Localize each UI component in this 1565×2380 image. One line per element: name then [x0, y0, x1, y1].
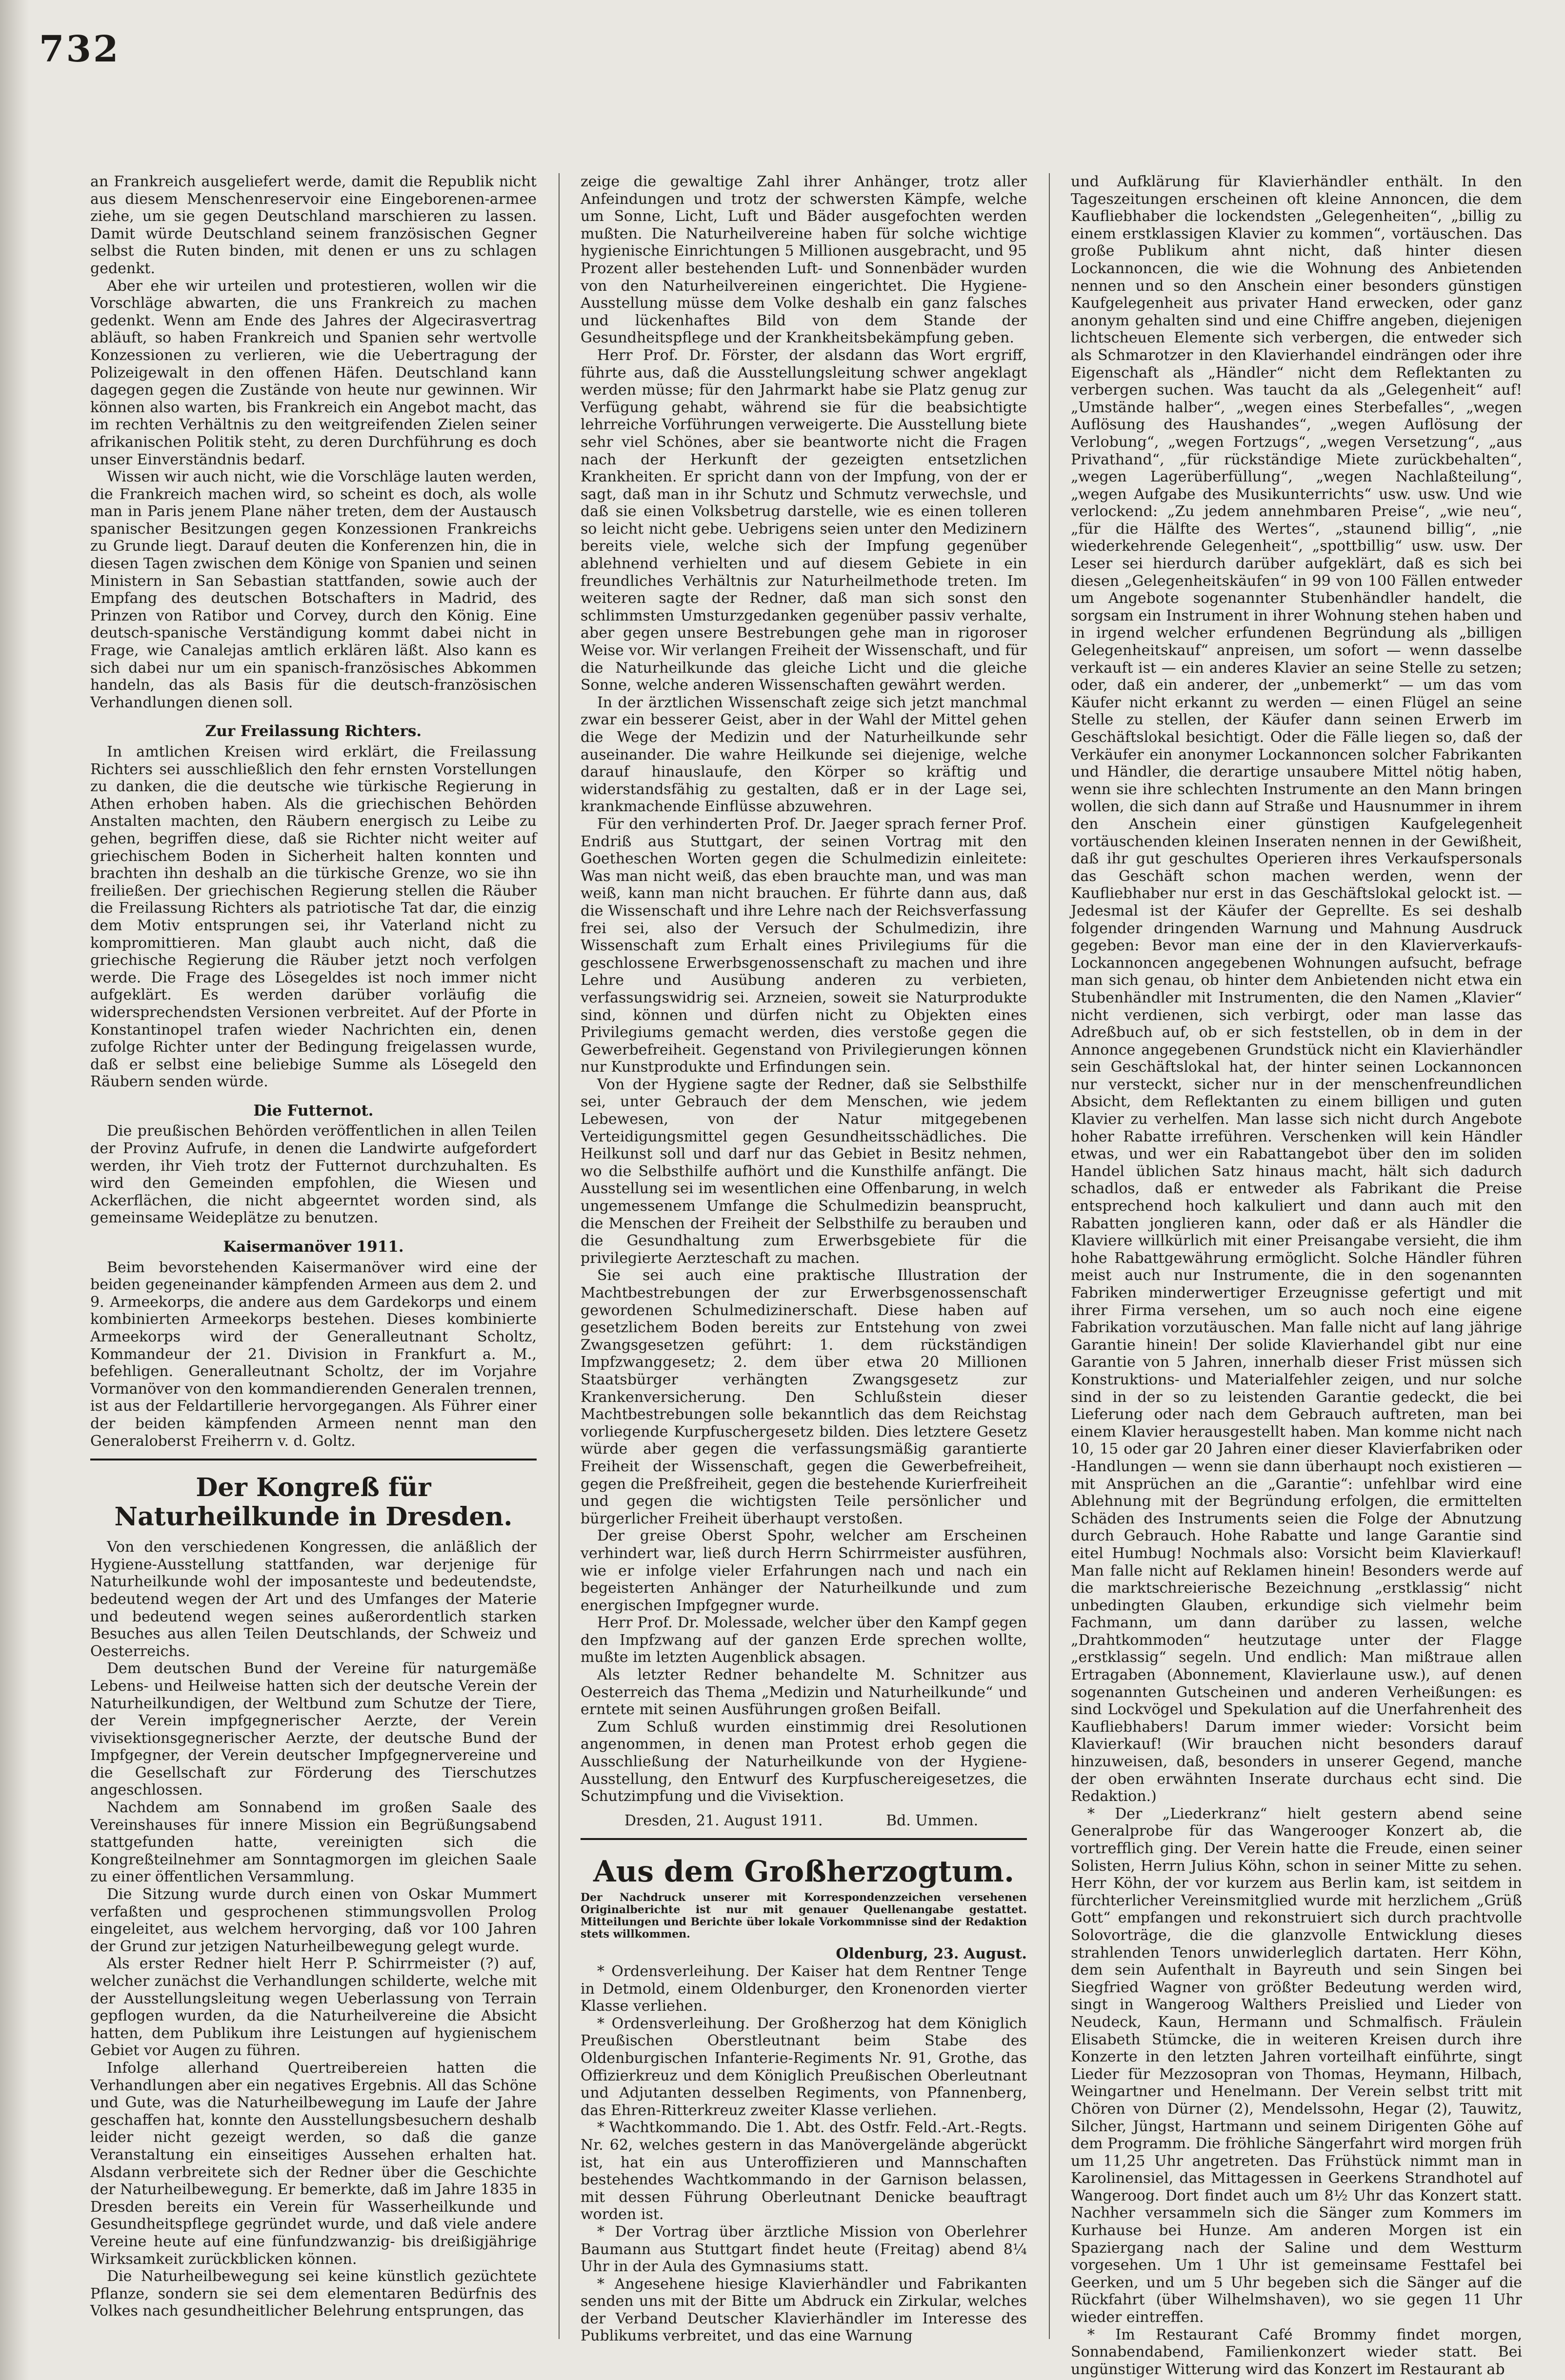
divider: [90, 1459, 537, 1460]
news-item: * Der „Liederkranz“ hielt gestern abend seine Generalprobe für das Wangerooger Konzert ab, die vortrefflich ging. Der Verein hatte die Freude, einen seiner Solisten, Herrn Julius Köhn, schon in seiner Mitte zu sehen. Herr Köhn, der vor kurzem aus Berlin kam, ist seitdem in fürchterlicher Vereinsmitglied wurde mit herzlichem „Grüß Gott“ empfangen und rekonstruiert sich durch prachtvolle Solovorträge, die die glanzvolle Entwicklung dieses strahlenden Tenors unwiderleglich dartaten. Herr Köhn, dem sein Aufenthalt in Bayreuth und sein Singen bei Siegfried Wagner von größter Bedeutung werden wird, singt in Wangeroog Walthers Preislied und Lieder von Neudeck, Kaun, Hermann und Schmalfisch. Fräulein Elisabeth Stümcke, die in weiteren Kreisen durch ihre Konzerte in den letzten Jahren vorteilhaft einführte, singt Lieder für Mezzosopran von Thomas, Heymann, Hilbach, Weingartner und Henelmann. Der Verein selbst tritt mit Chören von Dürner (2), Mendelssohn, Hegar (2), Tauwitz, Silcher, Jüngst, Hartmann und seinem Dirigenten Göhe auf dem Programm. Die fröhliche Sängerfahrt wird morgen früh um 11,25 Uhr angetreten. Das Frühstück nimmt man in Karolinensiel, das Mittagessen in Geerkens Strandhotel auf Wangeroog. Dort findet auch um 8½ Uhr das Konzert statt. Nachher versammeln sich die Sänger zum Kommers im Kurhause bei Hunze. Am anderen Morgen ist ein Spaziergang nach der Saline und dem Westturm vorgesehen. Um 1 Uhr ist gemeinsame Festtafel bei Geerken, und um 5 Uhr begeben sich die Sänger auf die Rückfahrt (über Wilhelmshaven), wo sie gegen 11 Uhr wieder eintreffen.: [1071, 1805, 1522, 2326]
reprint-note: Der Nachdruck unserer mit Korrespondenzzeichen versehenen Originalberichte ist nur mit genauer Quellenangabe gestattet. Mitteilungen und Berichte über lokale Vorkommnisse sind der Redaktion stets willkommen.: [581, 1891, 1027, 1941]
article-paragraph: Von der Hygiene sagte der Redner, daß sie Selbsthilfe sei, unter Gebrauch der dem Menschen, wie jedem Lebewesen, von der Natur mitgegebenen Verteidigungsmittel gegen Gesundheitsschädliches. Die Heilkunst soll und darf nur das Gebiet in Besitz nehmen, wo die Selbsthilfe aufhört und die Kunsthilfe anfängt. Die Ausstellung sei im wesentlichen eine Offenbarung, in welch ungemessenem Umfange die Schulmedizin beansprucht, die Menschen der Freiheit der Selbsthilfe zu berauben und die Gesundhaltung zum Erwerbsgebiete für die privilegierte Aerzteschaft zu machen.: [581, 1076, 1027, 1267]
article-paragraph: Beim bevorstehenden Kaisermanöver wird eine der beiden gegeneinander kämpfenden Armeen aus dem 2. und 9. Armeekorps, die andere aus dem Gardekorps und einem kombinierten Armeekorps bestehen. Dieses kombinierte Armeekorps wird der Generalleutnant Scholtz, Kommandeur der 21. Division in Frankfurt a. M., befehligen. Generalleutnant Scholtz, der im Vorjahre Vormanöver von den kommandierenden Generalen trennen, ist aus der Feldartillerie hervorgegangen. Als Führer einer der beiden kämpfenden Armeen nennt man den Generaloberst Freiherrn v. d. Goltz.: [90, 1259, 537, 1450]
article-paragraph: Zum Schluß wurden einstimmig drei Resolutionen angenommen, in denen man Protest erhob gegen die Ausschließung der Naturheilkunde von der Hygiene-Ausstellung, den Entwurf des Kurpfuschereigesetzes, die Schutzimpfung und die Vivisektion.: [581, 1718, 1027, 1805]
section-heading-kaisermanoever: Kaisermanöver 1911.: [223, 1238, 404, 1256]
article-paragraph: Wissen wir auch nicht, wie die Vorschläge lauten werden, die Frankreich machen wird, so scheint es doch, als wolle man in Paris jenem Plane näher treten, dem der Austausch spanischer Besitzungen gegen Konzessionen Frankreichs zu Grunde liegt. Darauf deuten die Konferenzen hin, die in diesen Tagen zwischen dem Könige von Spanien und seinen Ministern in San Sebastian stattfanden, sowie auch der Empfang des deutschen Botschafters in Madrid, des Prinzen von Ratibor und Corvey, durch den König. Eine deutsch-spanische Verständigung kommt dabei nicht in Frage, wie Canalejas amtlich erklären läßt. Also kann es sich dabei nur um ein spanisch-französisches Abkommen handeln, das als Basis für die deutsch-französischen Verhandlungen dienen soll.: [90, 468, 537, 711]
article-paragraph: und Aufklärung für Klavierhändler enthält. In den Tageszeitungen erscheinen oft kleine Annoncen, die dem Kaufliebhaber die lockendsten „Gelegenheiten“, „billig zu einem erstklassigen Klavier zu kommen“, vortäuschen. Das große Publikum ahnt nicht, daß hinter diesen Lockannoncen, die wie die Wohnung des Anbietenden nennen und so den Anschein einer besonders günstigen Kaufgelegenheit aus privater Hand erwecken, oder ganz anonym gehalten sind und eine Chiffre angeben, diejenigen lichtscheuen Elemente sich verbergen, die entweder sich als Schmarotzer in den Klavierhandel eindrängen oder ihre Eigenschaft als „Händler“ nicht dem Reflektanten zu verbergen suchen. Was taucht da als „Gelegenheit“ auf! „Umstände halber“, „wegen eines Sterbefalles“, „wegen Auflösung des Haushandes“, „wegen Auflösung der Verlobung“, „wegen Fortzugs“, „wegen Versetzung“, „aus Privathand“, „für rückständige Miete zurückbehalten“, „wegen Lagerüberfüllung“, „wegen Nachlaßteilung“, „wegen Aufgabe des Musikunterrichts“ usw. usw. Und wie verlockend: „Zu jedem annehmbaren Preise“, „wie neu“, „für die Hälfte des Wertes“, „staunend billig“, „nie wiederkehrende Gelegenheit“, „spottbillig“ usw. usw. Der Leser sei hierdurch darüber aufgeklärt, daß es sich bei diesen „Gelegenheitskäufen“ in 99 von 100 Fällen entweder um Angebote sogenannter Stubenhändler handelt, die sorgsam ein Instrument in ihrer Wohnung stehen haben und in irgend welcher erfundenen Begründung als „billigen Gelegenheitskauf“ anpreisen, um sofort — wenn dasselbe verkauft ist — ein anderes Klavier an seine Stelle zu setzen; oder, daß ein anderer, der „unbemerkt“ — um das vom Käufer nicht erkannt zu werden — einen Flügel an seine Stelle zu stellen, der Käufer dann seinen Erwerb im Geschäftslokal besichtigt. Oder die Fälle liegen so, daß der Verkäufer ein anonymer Lockannoncen solcher Fabrikanten und Händler, die derartige unsaubere Mittel nötig haben, wenn sie ihre schlechten Instrumente an den Mann bringen wollen, die sich dann auf Straße und Hausnummer in ihrem den Anschein einer günstigen Kaufgelegenheit vortäuschenden kleinen Inseraten nennen in der Gewißheit, daß ihr gut geschultes Operieren ihres Verkaufspersonals das Geschäft schon machen werden, wenn der Kaufliebhaber nur erst in das Geschäftslokal gelockt ist. — Jedesmal ist der Käufer der Geprellte. Es sei deshalb folgender dringenden Warnung und Mahnung Ausdruck gegeben: Bevor man eine der in den Klavierverkaufs-Lockannoncen angegebenen Wohnungen aufsucht, befrage man sich genau, ob hinter dem Anbietenden nicht etwa ein Stubenhändler mit Instrumenten, die den Namen „Klavier“ nicht verdienen, sich verbirgt, oder man lasse das Adreßbuch auf, ob er sich feststellen, ob in dem in der Annonce angegebenen Grundstück nicht ein Klavierhändler sein Geschäftslokal hat, der hinter seinen Lockannoncen nur versteckt, sicher nur in der menschenfreundlichen Absicht, dem Reflektanten zu einem billigen und guten Klavier zu verhelfen. Man lasse sich nicht durch Angebote hoher Rabatte irreführen. Verschenken will kein Händler etwas, und wer ein Rabattangebot über den im soliden Handel üblichen Satz hinaus macht, hält sich dadurch schadlos, daß er entweder als Fabrikant die Preise entsprechend hoch kalkuliert und dann auch mit den Rabatten jonglieren kann, oder daß er als Händler die Klaviere willkürlich mit einer Preisangabe versieht, die ihm hohe Rabattgewährung ermöglicht. Solche Händler führen meist auch nur Instrumente, die in den sogenannten Fabriken minderwertiger Erzeugnisse gefertigt und mit ihrer Firma versehen, um so auch noch eine eigene Fabrikation vorzutäuschen. Man falle nicht auf lang jährige Garantie hinein! Der solide Klavierhandel gibt nur eine Garantie von 5 Jahren, innerhalb dieser Frist müssen sich Konstruktions- und Materialfehler zeigen, und nur solche sind in der so zu leistenden Garantie gedeckt, die bei Lieferung oder nach dem Gebrauch auftreten, man bei einem Klavier herausgestellt haben. Man komme nicht nach 10, 15 oder gar 20 Jahren einer dieser Klavierfabriken oder -Handlungen — wenn sie dann überhaupt noch existieren — mit Ansprüchen an die „Garantie“: unfehlbar wird eine Ablehnung mit der Begründung erfolgen, die ermittelten Schäden des Instruments seien die Folge der Abnutzung durch Gebrauch. Hohe Rabatte und lange Garantie sind eitel Humbug! Nochmals also: Vorsicht beim Klavierkauf! Man falle nicht auf Reklamen hinein! Besonders werde auf die marktschreierische Bezeichnung „erstklassig“ nicht unbedingten Glauben, erkundige sich vielmehr beim Fachmann, um dann darüber zu lassen, welche „Drahtkommoden“ heutzutage unter der Flagge „erstklassig“ segeln. Und endlich: Man mißtraue allen Ertragaben (Abonnement, Klavierlaune usw.), auf denen sogenannten Gutscheinen und anderen Verheißungen: es sind Lockvögel und Spekulation auf die Unerfahrenheit des Kaufliebhabers! Darum immer wieder: Vorsicht beim Klavierkauf! (Wir brauchen nicht besonders darauf hinzuweisen, daß, besonders in unserer Gegend, manche der oben erwähnten Inserate durchaus echt sind. Die Redaktion.): [1071, 173, 1522, 1805]
article-paragraph: Sie sei auch eine praktische Illustration der Machtbestrebungen der zur Erwerbsgenossenschaft gewordenen Schulmedizinerschaft. Diese haben auf gesetzlichem Boden bereits zur Entstehung von zwei Zwangsgesetzen geführt: 1. dem rückständigen Impfzwanggesetz; 2. dem über etwa 20 Millionen Staatsbürger verhängten Zwangsgesetz zur Krankenversicherung. Den Schlußstein dieser Machtbestrebungen solle bekanntlich das dem Reichstag vorliegende Kurpfuschergesetz bilden. Dies letztere Gesetz würde aber gegen die verfassungsmäßig garantierte Freiheit der Wissenschaft, gegen die Gewerbefreiheit, gegen die Preßfreiheit, gegen die bestehende Kurierfreiheit und gegen die wichtigsten Teile persönlicher und bürgerlicher Freiheit überhaupt verstoßen.: [581, 1267, 1027, 1527]
article-paragraph: Nachdem am Sonnabend im großen Saale des Vereinshauses für innere Mission ein Begrüßungsabend stattgefunden hatte, vereinigten sich die Kongreßteilnehmer am Sonntagmorgen im gleichen Saale zu einer öffentlichen Versammlung.: [90, 1799, 537, 1886]
article-paragraph: Die Sitzung wurde durch einen von Oskar Mummert verfaßten und gesprochenen stimmungsvollen Prolog eingeleitet, aus welchem hervorging, daß vor 100 Jahren der Grund zur jetzigen Naturheilbewegung gelegt wurde.: [90, 1886, 537, 1955]
section-heading-futternot: Die Futternot.: [253, 1101, 374, 1120]
article-paragraph: Der greise Oberst Spohr, welcher am Erscheinen verhindert war, ließ durch Herrn Schirrmeister ausführen, wie er infolge vieler Erfahrungen nach und nach ein begeisterten Anhänger der Naturheilkunde und zum energischen Impfgegner wurde.: [581, 1527, 1027, 1614]
article-paragraph: Dem deutschen Bund der Vereine für naturgemäße Lebens- und Heilweise hatten sich der deutsche Verein der Naturheilkundigen, der Weltbund zum Schutze der Tiere, der Verein impfgegnerischer Aerzte, der Verein vivisektionsgegnerischer Aerzte, der deutsche Bund der Impfgegner, der Verein deutscher Impfgegnervereine und die Gesellschaft zur Förderung des Tierschutzes angeschlossen.: [90, 1660, 537, 1799]
dateline: [581, 1812, 1027, 1830]
section-headline-grossherzogtum: Aus dem Großherzogtum.: [593, 1855, 1014, 1889]
page-edge: [0, 0, 29, 2380]
column-rule: [559, 173, 560, 2339]
news-item: * Der Vortrag über ärztliche Mission von Oberlehrer Baumann aus Stuttgart findet heute (Freitag) abend 8¼ Uhr in der Aula des Gymnasiums statt.: [581, 2223, 1027, 2276]
article-headline-kongress: Der Kongreß für Naturheilkunde in Dresden.: [114, 1473, 513, 1532]
article-paragraph: Aber ehe wir urteilen und protestieren, wollen wir die Vorschläge abwarten, die uns Frankreich zu machen gedenkt. Wenn am Ende des Jahres der Algecirasvertrag abläuft, so haben Frankreich und Spanien sehr wertvolle Konzessionen zu verlieren, wie die Uebertragung der Polizeigewalt in den offenen Häfen. Deutschland kann dagegen gegen die Zustände von heute nur gewinnen. Wir können also warten, bis Frankreich ein Angebot macht, das im rechten Verhältnis zu den weitgreifenden Zielen seiner afrikanischen Politik steht, zu deren Durchführung es doch unser Einverständnis bedarf.: [90, 277, 537, 468]
news-item: * Wachtkommando. Die 1. Abt. des Ostfr. Feld.-Art.-Regts. Nr. 62, welches gestern in das Manövergelände abgerückt ist, hat ein aus Unteroffizieren und Mannschaften bestehendes Wachtkommando in der Garnison belassen, mit dessen Führung Oberleutnant Denicke beauftragt worden ist.: [581, 2119, 1027, 2223]
article-paragraph: Die Naturheilbewegung sei keine künstlich gezüchtete Pflanze, sondern sie sei dem elementaren Bedürfnis des Volkes nach gesundheitlicher Belehrung entsprungen, das: [90, 2268, 537, 2320]
divider: [581, 1838, 1027, 1840]
column-3: [1071, 173, 1522, 2378]
column-1: [90, 173, 537, 2339]
local-dateline: Oldenburg, 23. August.: [836, 1945, 1027, 1963]
dateline-author: Bd. Ummen.: [886, 1812, 979, 1829]
dateline-place: Dresden, 21. August 1911.: [624, 1812, 823, 1829]
article-paragraph: Als letzter Redner behandelte M. Schnitzer aus Oesterreich das Thema „Medizin und Naturheilkunde“ und erntete mit seinen Ausführungen großen Beifall.: [581, 1666, 1027, 1719]
article-paragraph: In amtlichen Kreisen wird erklärt, die Freilassung Richters sei ausschließlich den fehr ernsten Vorstellungen zu danken, die die deutsche wie türkische Regierung in Athen erhoben haben. Als die griechischen Behörden Anstalten machten, den Räubern energisch zu Leibe zu gehen, begriffen diese, daß sie Richter nicht weiter auf griechischem Boden in Sicherheit halten konnten und brachten ihn deshalb an die türkische Grenze, wo sie ihn freiließen. Der griechischen Regierung stellen die Räuber die Freilassung Richters als patriotische Tat dar, die einzig dem Motiv entsprungen sei, ihr Vaterland nicht zu kompromittieren. Man glaubt auch nicht, daß die griechische Regierung die Räuber jetzt noch verfolgen werde. Die Frage des Lösegeldes ist noch immer nicht aufgeklärt. Es werden darüber vorläufig die widersprechendsten Versionen verbreitet. Auf der Pforte in Konstantinopel trafen wieder Nachrichten ein, denen zufolge Richter unter der Bedingung freigelassen wurde, daß er selbst eine beliebige Summe als Lösegeld den Räubern senden würde.: [90, 743, 537, 1091]
article-paragraph: Herr Prof. Dr. Förster, der alsdann das Wort ergriff, führte aus, daß die Ausstellungsleitung schwer angeklagt werden müsse; für den Jahrmarkt habe sie Platz genug zur Verfügung gehabt, während sie für die beabsichtigte lehrreiche Vorführungen verweigerte. Die Ausstellung biete sehr viel Schönes, aber sie beantworte nicht die Fragen nach der Herkunft der gezeigten entsetzlichen Krankheiten. Er spricht dann von der Impfung, von der er sagt, daß man in ihr Schutz und Schmutz verwechsle, und daß sie einen Volksbetrug darstelle, wie es einen tolleren so leicht nicht gebe. Uebrigens seien unter den Medizinern bereits viele, welche sich der Impfung gegenüber ablehnend verhielten und auf diesem Gebiete in ein freundliches Verhältnis zur Naturheilmethode treten. Im weiteren sagte der Redner, daß man sich sonst den schlimmsten Umsturzgedanken gegenüber passiv verhalte, aber gegen unsere Bestrebungen gehe man in rigoroser Weise vor. Wir verlangen Freiheit der Wissenschaft, und für die Naturheilkunde das gleiche Licht und die gleiche Sonne, welche anderen Wissenschaften gewährt werden.: [581, 346, 1027, 694]
article-paragraph: an Frankreich ausgeliefert werde, damit die Republik nicht aus diesem Menschenreservoir eine Eingeborenen-armee ziehe, um sie gegen Deutschland marschieren zu lassen. Damit würde Deutschland seinem französischen Gegner selbst die Ruten binden, mit denen er uns zu schlagen gedenkt.: [90, 173, 537, 277]
column-rule: [1049, 173, 1050, 2339]
article-paragraph: In der ärztlichen Wissenschaft zeige sich jetzt manchmal zwar ein besserer Geist, aber in der Wahl der Mittel gehen die Wege der Medizin und der Naturheilkunde sehr auseinander. Die wahre Heilkunde sei diejenige, welche darauf hinauslaufe, den Körper so kräftig und widerstandsfähig zu gestalten, daß er in der Lage sei, krankmachende Einflüsse abzuwehren.: [581, 694, 1027, 816]
column-2: [581, 173, 1027, 2345]
article-paragraph: Von den verschiedenen Kongressen, die anläßlich der Hygiene-Ausstellung stattfanden, war derjenige für Naturheilkunde wohl der imposanteste und bedeutendste, bedeutend wegen der Art und des Umfanges der Materie und bedeutend wegen seines außerordentlich starken Besuches aus allen Teilen Deutschlands, der Schweiz und Oesterreichs.: [90, 1539, 537, 1660]
news-item: * Ordensverleihung. Der Großherzog hat dem Königlich Preußischen Oberstleutnant beim Stabe des Oldenburgischen Infanterie-Regiments Nr. 91, Grothe, das Offizierkreuz und dem Königlich Preußischen Oberleutnant und Adjutanten desselben Regiments, von Pfannenberg, das Ehren-Ritterkreuz zweiter Klasse verliehen.: [581, 2015, 1027, 2119]
page-number: 732: [39, 28, 120, 70]
article-paragraph: Infolge allerhand Quertreibereien hatten die Verhandlungen aber ein negatives Ergebnis. All das Schöne und Gute, was die Naturheilbewegung im Laufe der Jahre geschaffen hat, konnte den Ausstellungsbesuchern deshalb leider nicht gezeigt werden, so daß die ganze Veranstaltung ein einseitiges Aussehen erhalten hat. Alsdann verbreitete sich der Redner über die Geschichte der Naturheilbewegung. Er bemerkte, daß im Jahre 1835 in Dresden bereits ein Verein für Wasserheilkunde und Gesundheitspflege gegründet wurde, und daß viele andere Vereine heute auf eine fünfundzwanzig- bis dreißigjährige Wirksamkeit zurückblicken können.: [90, 2059, 537, 2268]
news-item: * Im Restaurant Café Brommy findet morgen, Sonnabendabend, Familienkonzert wieder statt. Bei ungünstiger Witterung wird das Konzert im Restaurant ab: [1071, 2326, 1522, 2378]
news-item: * Ordensverleihung. Der Kaiser hat dem Rentner Tenge in Detmold, einem Oldenburger, den Kronenorden vierter Klasse verliehen.: [581, 1963, 1027, 2015]
article-paragraph: Für den verhinderten Prof. Dr. Jaeger sprach ferner Prof. Endriß aus Stuttgart, der seinen Vortrag mit den Goetheschen Worten gegen die Schulmedizin einleitete: Was man nicht weiß, das eben brauchte man, und was man weiß, kann man nicht brauchen. Er führte dann aus, daß die Wissenschaft und ihre Lehre nach der Reichsverfassung frei sei, also der Versuch der Schulmedizin, ihre Wissenschaft zum Erhalt eines Privilegiums für die geschlossene Erwerbsgenossenschaft zu machen und ihre Lehre und Ausübung anderen zu verbieten, verfassungswidrig sei. Arzneien, soweit sie Naturprodukte sind, können und dürfen nicht zu Objekten eines Privilegiums gemacht werden, dies verstoße gegen die Gewerbefreiheit. Gegenstand von Privilegierungen können nur Kunstprodukte und Erfindungen sein.: [581, 815, 1027, 1076]
article-paragraph: Als erster Redner hielt Herr P. Schirrmeister (?) auf, welcher zunächst die Verhandlungen schilderte, welche mit der Ausstellungsleitung wegen Ueberlassung von Terrain gepflogen wurden, da die Naturheilvereine die Absicht hatten, dem Publikum ihre Leistungen auf hygienischem Gebiet vor Augen zu führen.: [90, 1955, 537, 2060]
article-paragraph: Herr Prof. Dr. Molessade, welcher über den Kampf gegen den Impfzwang auf der ganzen Erde sprechen wollte, mußte im letzten Augenblick absagen.: [581, 1614, 1027, 1666]
newspaper-columns: [90, 173, 1522, 2378]
section-heading-richter: Zur Freilassung Richters.: [205, 722, 422, 740]
article-paragraph: zeige die gewaltige Zahl ihrer Anhänger, trotz aller Anfeindungen und trotz der schwersten Kämpfe, welche um Sonne, Licht, Luft und Bäder ausgefochten werden mußten. Die Naturheilvereine haben für solche wichtige hygienische Einrichtungen 5 Millionen ausgebracht, und 95 Prozent aller bestehenden Luft- und Sonnenbäder wurden von den Naturheilvereinen eingerichtet. Die Hygiene-Ausstellung müsse dem Volke deshalb ein ganz falsches und lückenhaftes Bild von dem Stande der Gesundheitspflege und der Krankheitsbekämpfung geben.: [581, 173, 1027, 347]
news-item: * Angesehene hiesige Klavierhändler und Fabrikanten senden uns mit der Bitte um Abdruck ein Zirkular, welches der Verband Deutscher Klavierhändler im Interesse des Publikums verbreitet, und das eine Warnung: [581, 2275, 1027, 2345]
article-paragraph: Die preußischen Behörden veröffentlichen in allen Teilen der Provinz Aufrufe, in denen die Landwirte aufgefordert werden, ihr Vieh trotz der Futternot durchzuhalten. Es wird den Gemeinden empfohlen, die Wiesen und Ackerflächen, die nicht abgeerntet worden sind, als gemeinsame Weideplätze zu benutzen.: [90, 1122, 537, 1227]
